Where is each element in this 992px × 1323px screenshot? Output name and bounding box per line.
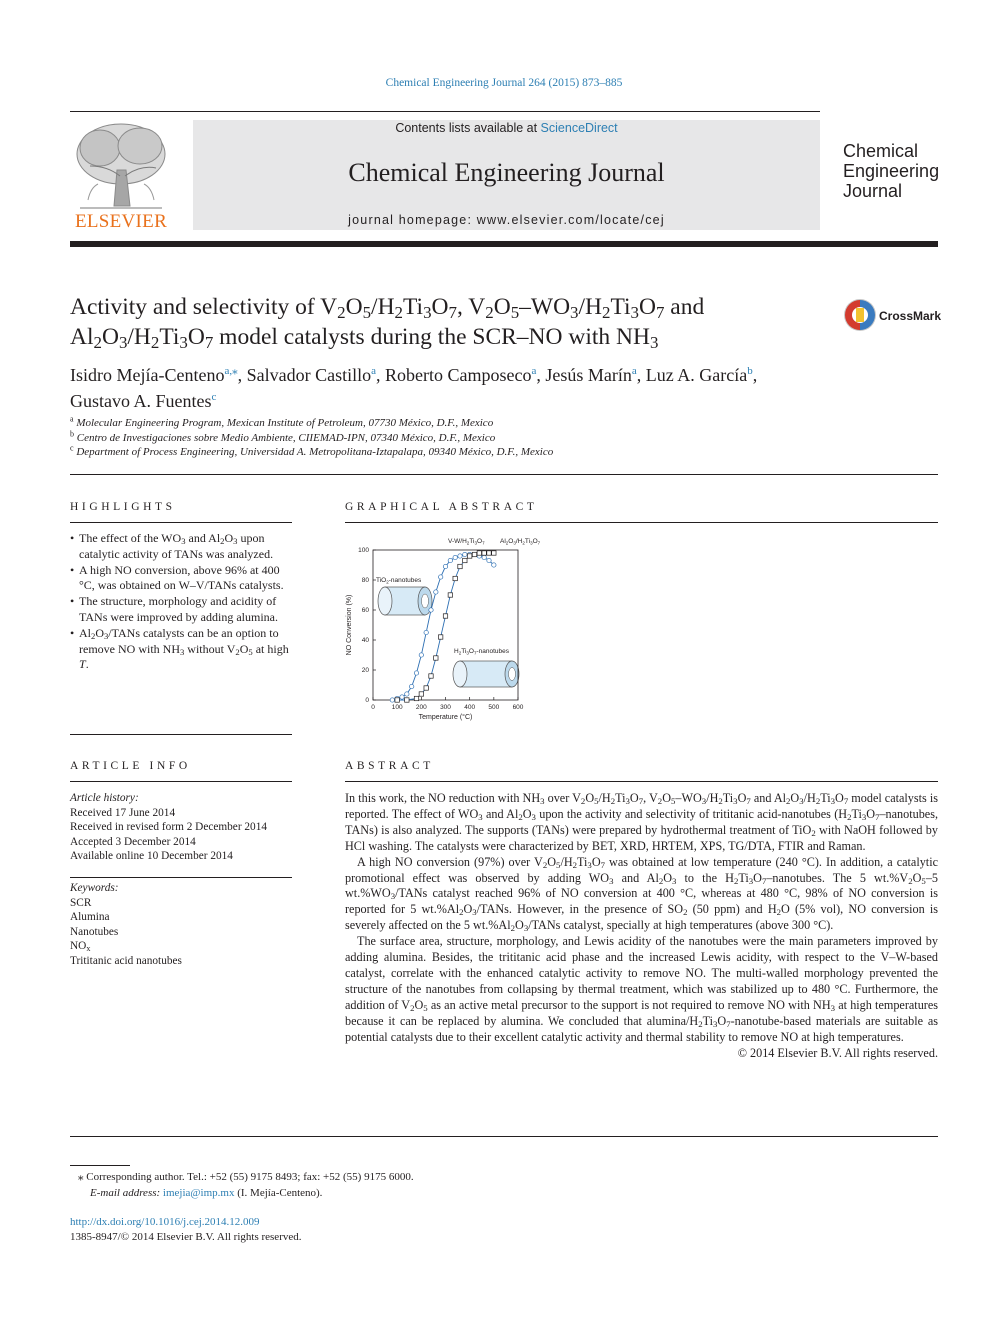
author[interactable]: Gustavo A. Fuentes xyxy=(70,391,212,411)
highlight-item: • $Al_2O_3$/TANs catalysts can be an option to remove NO with $NH_3$ without $V_2O_5$ at high T. xyxy=(70,626,294,673)
author-affiliation-mark[interactable]: a xyxy=(631,365,637,377)
email-suffix: (I. Mejía-Centeno). xyxy=(234,1187,323,1199)
data-point-circle xyxy=(487,558,491,562)
data-point-circle xyxy=(405,692,409,696)
data-point-square xyxy=(472,552,476,556)
article-history-label: Article history: xyxy=(70,792,139,804)
data-point-circle xyxy=(414,671,418,675)
title-line-2: $Al_2O_3/H_2Ti_3O_7$ model catalysts during the SCR–NO with $NH_3$ xyxy=(70,324,659,353)
affiliation: $^b$ Centro de Investigaciones sobre Medio Ambiente, CIIEMAD-IPN, 07340 México, D.F., Mexico xyxy=(70,429,496,444)
keywords-label: Keywords: xyxy=(70,882,119,894)
keyword: SCR xyxy=(70,896,92,909)
data-point-circle xyxy=(448,558,452,562)
annotation-h2ti3o7-nanotubes: $H_2Ti_3O_7$-nanotubes xyxy=(454,648,510,656)
article-title xyxy=(70,292,830,352)
x-tick-label: 600 xyxy=(512,704,524,711)
annotation-tio2-nanotubes: TiO$_2$-nanotubes xyxy=(376,577,422,585)
author-affiliation-mark[interactable]: b xyxy=(747,365,753,377)
keyword: $NO_x$ xyxy=(70,940,91,954)
x-tick-label: 0 xyxy=(371,704,375,711)
data-point-circle xyxy=(424,630,428,634)
data-point-square xyxy=(482,551,486,555)
crossmark-label[interactable]: CrossMark xyxy=(879,309,942,323)
data-point-square xyxy=(448,593,452,597)
divider xyxy=(70,877,292,878)
header-thick-rule xyxy=(70,241,938,247)
data-point-square xyxy=(414,696,418,700)
divider xyxy=(345,781,938,782)
history-entry: Received in revised form 2 December 2014 xyxy=(70,821,267,833)
divider xyxy=(70,734,292,735)
divider xyxy=(70,781,292,782)
author[interactable]: Isidro Mejía-Centeno xyxy=(70,365,225,385)
divider xyxy=(70,1136,938,1137)
author[interactable]: Roberto Camposeco xyxy=(385,365,532,385)
email-link[interactable]: imejia@imp.mx xyxy=(162,1187,235,1199)
keywords xyxy=(70,881,292,968)
journal-title: Chemical Engineering Journal xyxy=(348,158,665,187)
contents-line xyxy=(193,121,820,135)
data-point-square xyxy=(458,564,462,568)
data-point-circle xyxy=(492,563,496,567)
divider xyxy=(70,474,938,475)
history-entry: Available online 10 December 2014 xyxy=(70,850,233,862)
crossmark-icon[interactable] xyxy=(843,298,877,332)
abstract-body xyxy=(345,791,938,1061)
corresponding-author-note: ⁎ Corresponding author. Tel.: +52 (55) 9175 8493; fax: +52 (55) 9175 6000. xyxy=(78,1171,414,1183)
author[interactable]: Jesús Marín xyxy=(545,365,632,385)
elsevier-tree-logo xyxy=(70,120,172,212)
y-tick-label: 20 xyxy=(361,667,369,675)
tio2-nanotube-illustration xyxy=(378,587,432,615)
data-point-circle xyxy=(434,590,438,594)
journal-logo-line: Chemical xyxy=(843,141,919,161)
abstract-paragraph: In this work, the NO reduction with $NH_3$ over $V_2O_5/H_2Ti_3O_7$, $V_2O_5-WO_3/H_2Ti_3O_7$ and $Al_2O_3/H_2Ti_3O_7$ model catalysts is reported. The effect of $WO_3$ and $Al_2O_3$ upon the activity and selectivity of trititanic acid-nanotubes ($H_2Ti_3O_7$–nanotubes, TANs) is also analyzed. The supports (TANs) were prepared by hydrothermal treatment of TiO$_2$ with NaOH followed by HCl washing. The catalysts were characterized by BET, XRD, HRTEM, XPS, TG/DTA, FTIR and Raman. xyxy=(345,791,939,853)
issn-line: 1385-8947/© 2014 Elsevier B.V. All rights reserved. xyxy=(70,1231,302,1243)
title-line-1: Activity and selectivity of $V_2O_5/H_2Ti_3O_7$, $V_2O_5-WO_3/H_2Ti_3O_7$ and xyxy=(70,294,705,323)
data-point-square xyxy=(405,698,409,702)
copyright-notice: © 2014 Elsevier B.V. All rights reserved. xyxy=(737,1045,938,1060)
article-info-heading: ARTICLE INFO xyxy=(70,760,191,772)
email-label: E-mail address: xyxy=(90,1187,163,1199)
data-point-square xyxy=(467,554,471,558)
header-divider xyxy=(70,111,820,112)
journal-logo-line: Engineering xyxy=(843,161,940,181)
data-point-square xyxy=(438,635,442,639)
data-point-circle xyxy=(409,684,413,688)
data-point-circle xyxy=(458,554,462,558)
data-point-square xyxy=(424,686,428,690)
y-tick-label: 80 xyxy=(361,577,369,585)
divider xyxy=(345,522,938,523)
author-list: Isidro Mejía-Centeno$^{a,⁎}$, Salvador Castillo$^a$, Roberto Camposeco$^a$, Jesús Marín$^a$, Luz A. García$^b$, Gustavo A. Fuentes$^c$ xyxy=(70,365,758,411)
data-point-square xyxy=(395,698,399,702)
contents-prefix: Contents lists available at xyxy=(395,121,541,135)
data-point-circle xyxy=(482,555,486,559)
data-point-square xyxy=(492,551,496,555)
keyword: Alumina xyxy=(70,911,110,923)
x-axis-label: Temperature (°C) xyxy=(418,714,473,721)
x-tick-label: 500 xyxy=(488,704,500,711)
y-tick-label: 40 xyxy=(361,637,369,645)
x-tick-label: 400 xyxy=(464,704,476,711)
author[interactable]: Salvador Castillo xyxy=(246,365,372,385)
email-note xyxy=(90,1186,322,1202)
journal-logo xyxy=(843,141,939,201)
legend-al2o3: $Al_2O_3/H_2Ti_3O_7$ xyxy=(500,538,541,546)
abstract-paragraph: The surface area, structure, morphology, and Lewis acidity of the nanotubes were the main parameters improved by adding alumina. Besides, the trititanic acid phase and the increased Lewis acidity, with respect to the V–W-based catalyst, correlate with the enhanced catalytic activity to remove NO. The multi-walled morphology prevented the structure of the nanotubes from collapsing by thermal treatment, which was stabilized up to 480 °C. Furthermore, the addition of $V_2O_5$ as an active metal precursor to the support is not required to remove NO with $NH_3$ at high temperatures because it can be replaced by alumina. We concluded that alumina/$H_2Ti_3O_7-nanotube$-based materials are suitable as potential catalysts due to their excellent catalytic activity and thermal stability to remove NO at high temperatures. xyxy=(345,934,938,1044)
doi-link[interactable]: http://dx.doi.org/10.1016/j.cej.2014.12.009 xyxy=(70,1216,260,1228)
data-point-circle xyxy=(453,555,457,559)
highlight-item: • The structure, morphology and acidity of TANs were improved by adding alumina. xyxy=(70,594,294,626)
highlights-heading: HIGHLIGHTS xyxy=(70,501,176,513)
legend-v-w: $V-W/H_2Ti_3O_7$ xyxy=(448,538,485,546)
keyword: Trititanic acid nanotubes xyxy=(70,954,182,967)
data-point-circle xyxy=(438,575,442,579)
y-tick-label: 60 xyxy=(361,607,369,615)
abstract-paragraph: A high NO conversion (97%) over $V_2O_5/H_2Ti_3O_7$ was obtained at low temperature (240 °C). In addition, a catalytic promotional effect was observed by adding $WO_3$ and $Al_2O_3$ to the $H_2Ti_3O_7$–nanotubes. The 5 $wt.\%V_2O_5-5$ $wt.\%WO_3$/TANs catalyst reached 96% of NO conversion at 400 °C, whereas at 480 °C, 98% of NO conversion is reported for 5 $wt.\%Al_2O_3$/TANs. However, in the presence of $SO_2$ (50 ppm) and $H_2O$ (5% vol), NO conversion is severely affected on the 5 $wt.\%Al_2O_3$/TANs catalyst, specially at high temperatures (above 300 °C). xyxy=(345,854,938,934)
history-entry: Accepted 3 December 2014 xyxy=(70,835,196,848)
data-point-square xyxy=(453,576,457,580)
affiliations xyxy=(70,416,930,460)
footnote-rule xyxy=(70,1165,130,1166)
highlights-list xyxy=(70,531,294,673)
author-affiliation-mark[interactable]: a,⁎ xyxy=(224,365,238,377)
data-point-circle xyxy=(390,698,394,702)
data-point-circle xyxy=(463,552,467,556)
divider xyxy=(70,522,292,523)
sciencedirect-link[interactable]: ScienceDirect xyxy=(540,121,618,135)
data-point-circle xyxy=(429,608,433,612)
keyword: Nanotubes xyxy=(70,925,119,938)
data-point-square xyxy=(443,614,447,618)
author-affiliation-mark[interactable]: a xyxy=(371,365,376,377)
affiliation: $^c$ Department of Process Engineering, Universidad A. Metropolitana-Iztapalapa, 09340 México, D.F., Mexico xyxy=(70,443,554,459)
x-tick-label: 200 xyxy=(415,704,427,711)
journal-logo-line: Journal xyxy=(843,181,903,201)
data-point-square xyxy=(419,692,423,696)
highlight-item: • A high NO conversion, above 96% at 400 °C, was obtained on W–V/TANs catalysts. xyxy=(70,563,294,595)
abstract-heading: ABSTRACT xyxy=(345,760,434,772)
data-point-square xyxy=(487,551,491,555)
data-point-square xyxy=(477,551,481,555)
highlight-item: • The effect of the $WO_3$ and $Al_2O_3$ upon catalytic activity of TANs was analyzed. xyxy=(70,531,294,563)
journal-reference[interactable]: Chemical Engineering Journal 264 (2015) 873–885 xyxy=(385,77,623,89)
data-point-square xyxy=(429,674,433,678)
graphical-abstract-chart xyxy=(340,530,580,730)
x-tick-label: 100 xyxy=(391,704,403,711)
data-point-square xyxy=(434,656,438,660)
x-tick-label: 300 xyxy=(440,704,451,711)
elsevier-wordmark: ELSEVIER xyxy=(74,211,168,232)
author[interactable]: Luz A. García xyxy=(645,365,748,385)
affiliation: $^a$ Molecular Engineering Program, Mexican Institute of Petroleum, 07730 México, D.F., Mexico xyxy=(70,414,494,429)
y-axis-label: NO Conversion (%) xyxy=(346,594,353,656)
article-history xyxy=(70,791,292,864)
y-tick-label: 0 xyxy=(365,697,369,705)
y-tick-label: 100 xyxy=(358,547,369,555)
data-point-circle xyxy=(419,653,423,657)
history-entry: Received 17 June 2014 xyxy=(70,806,176,819)
h2ti3o7-nanotube-illustration xyxy=(453,661,519,687)
data-point-square xyxy=(463,558,467,562)
data-point-circle xyxy=(443,564,447,568)
author-affiliation-mark[interactable]: a xyxy=(531,365,537,377)
data-point-circle xyxy=(400,695,404,699)
graphical-abstract-heading: GRAPHICAL ABSTRACT xyxy=(345,501,538,513)
author-affiliation-mark[interactable]: c xyxy=(211,391,217,403)
journal-homepage[interactable]: journal homepage: www.elsevier.com/locate/cej xyxy=(348,213,665,227)
